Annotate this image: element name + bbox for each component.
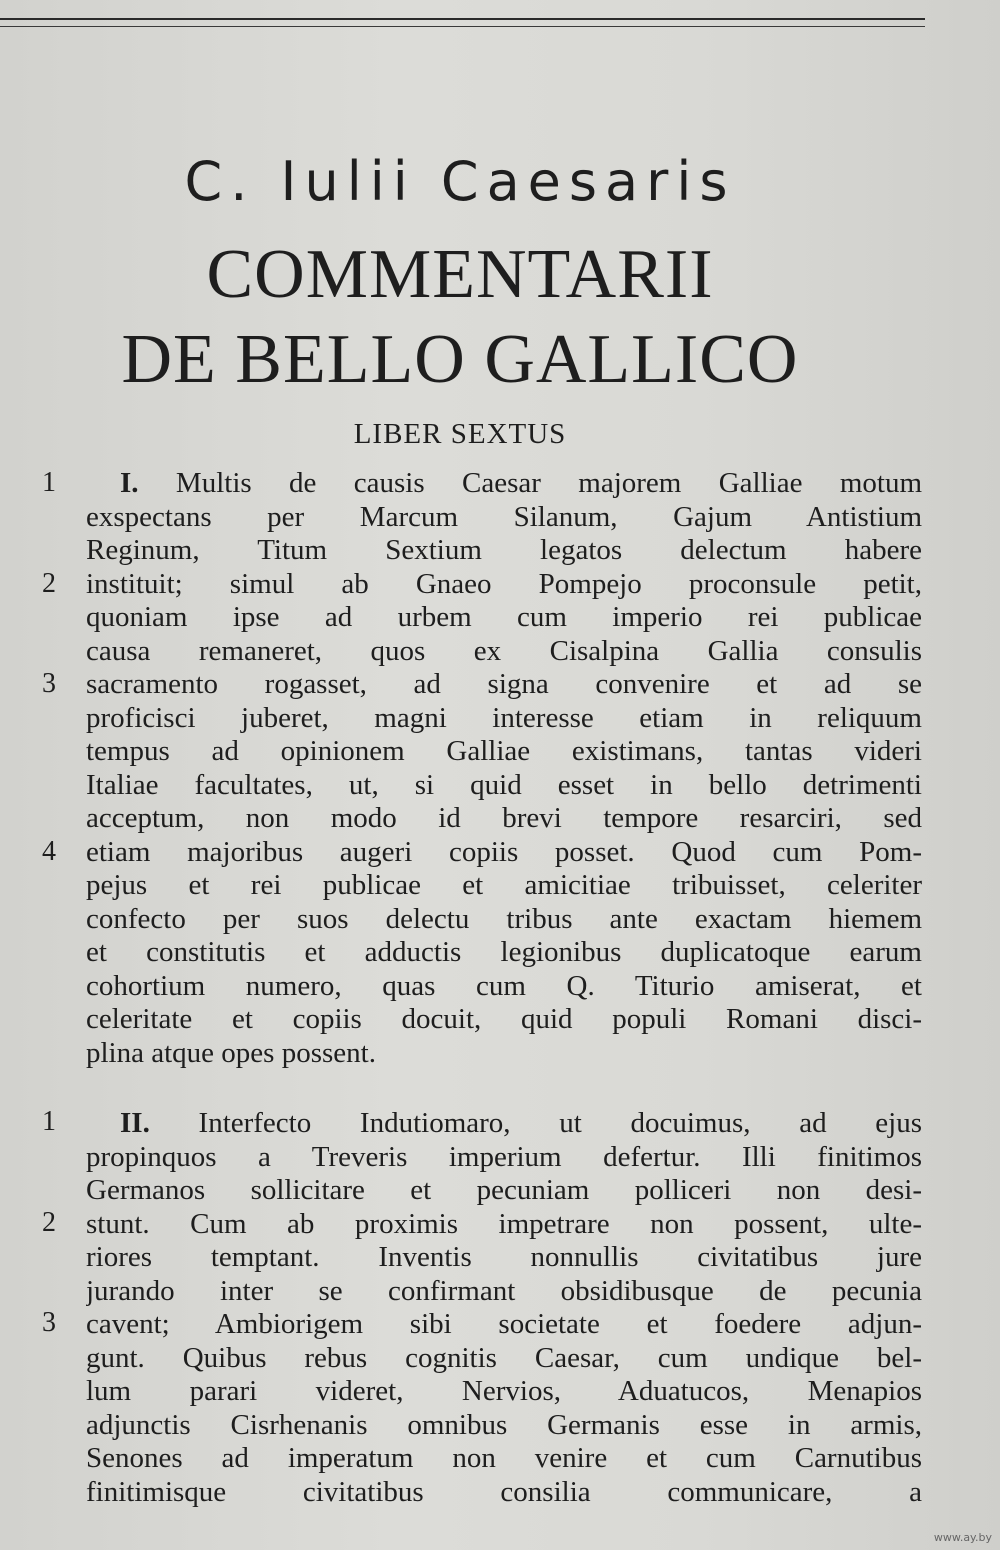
text-line: Reginum, Titum Sextium legatos delectum habere [86, 534, 922, 566]
margin-number: 1 [42, 1106, 56, 1137]
chapter-2-text [86, 1107, 922, 1509]
margin-number: 3 [42, 668, 56, 699]
top-rule [0, 18, 925, 20]
margin-number: 1 [42, 467, 56, 498]
book-subtitle: LIBER SEXTUS [353, 418, 567, 450]
text-line: confecto per suos delectu tribus ante exactam hiemem [86, 902, 922, 935]
text-line: quoniam ipse ad urbem cum imperio rei publicae [86, 601, 922, 633]
text-line: celeritate et copiis docuit, quid populi Romani disci- [86, 1003, 922, 1035]
text-line: riores temptant. Inventis nonnullis civitatibus jure [86, 1241, 922, 1273]
watermark: www.ay.by [933, 1531, 992, 1544]
text-line: lum parari videret, Nervios, Aduatucos, Menapios [86, 1375, 922, 1407]
chapter-1-text [86, 467, 922, 1070]
chapter-number: II. [120, 1107, 150, 1139]
text-line: adjunctis Cisrhenanis omnibus Germanis esse in armis, [86, 1408, 922, 1441]
text-line: acceptum, non modo id brevi tempore resarciri, sed [86, 802, 922, 834]
text-line: jurando inter se confirmant obsidibusque de pecunia [86, 1274, 922, 1307]
margin-number: 2 [42, 568, 56, 599]
text-line: instituit; simul ab Gnaeo Pompejo proconsule petit, [86, 567, 922, 600]
text-line: causa remaneret, quos ex Cisalpina Gallia consulis [86, 634, 922, 667]
text-line: etiam majoribus augeri copiis posset. Quod cum Pom- [86, 835, 922, 868]
text-line: II. Interfecto Indutiomaro, ut docuimus, ad ejus [120, 1107, 922, 1139]
chapter-number: I. [120, 467, 139, 499]
text-line: plina atque opes possent. [86, 1036, 376, 1069]
author-heading: C. Iulii Caesaris [184, 150, 736, 213]
text-line: Germanos sollicitare et pecuniam polliceri non desi- [86, 1174, 922, 1206]
margin-number: 3 [42, 1307, 56, 1338]
text-line: Italiae facultates, ut, si quid esset in bello detrimenti [86, 768, 922, 801]
text-line: finitimisque civitatibus consilia communicare, a [86, 1475, 922, 1508]
text-line: I. Multis de causis Caesar majorem Galliae motum [120, 467, 922, 499]
text-line: stunt. Cum ab proximis impetrare non possent, ulte- [86, 1207, 922, 1240]
margin-number: 2 [42, 1207, 56, 1238]
title-line-2: DE BELLO GALLICO [121, 321, 799, 398]
text-line: cavent; Ambiorigem sibi societate et foedere adjun- [86, 1308, 922, 1340]
text-line: sacramento rogasset, ad signa convenire et ad se [86, 668, 922, 700]
text-line: proficisci juberet, magni interesse etiam in reliquum [86, 701, 922, 734]
top-rule-thin [0, 26, 925, 27]
text-line: et constitutis et adductis legionibus duplicatoque earum [86, 936, 922, 968]
margin-number: 4 [42, 836, 56, 867]
text-line: Senones ad imperatum non venire et cum Carnutibus [86, 1442, 922, 1474]
text-line: propinquos a Treveris imperium defertur. Illi finitimos [86, 1140, 922, 1173]
text-line: cohortium numero, quas cum Q. Titurio amiserat, et [86, 969, 922, 1002]
title-line-1: COMMENTARII [206, 236, 714, 313]
text-line: gunt. Quibus rebus cognitis Caesar, cum undique bel- [86, 1341, 922, 1374]
text-line: pejus et rei publicae et amicitiae tribuisset, celeriter [86, 869, 922, 901]
text-line: tempus ad opinionem Galliae existimans, tantas videri [86, 735, 922, 767]
text-line: exspectans per Marcum Silanum, Gajum Antistium [86, 500, 922, 533]
